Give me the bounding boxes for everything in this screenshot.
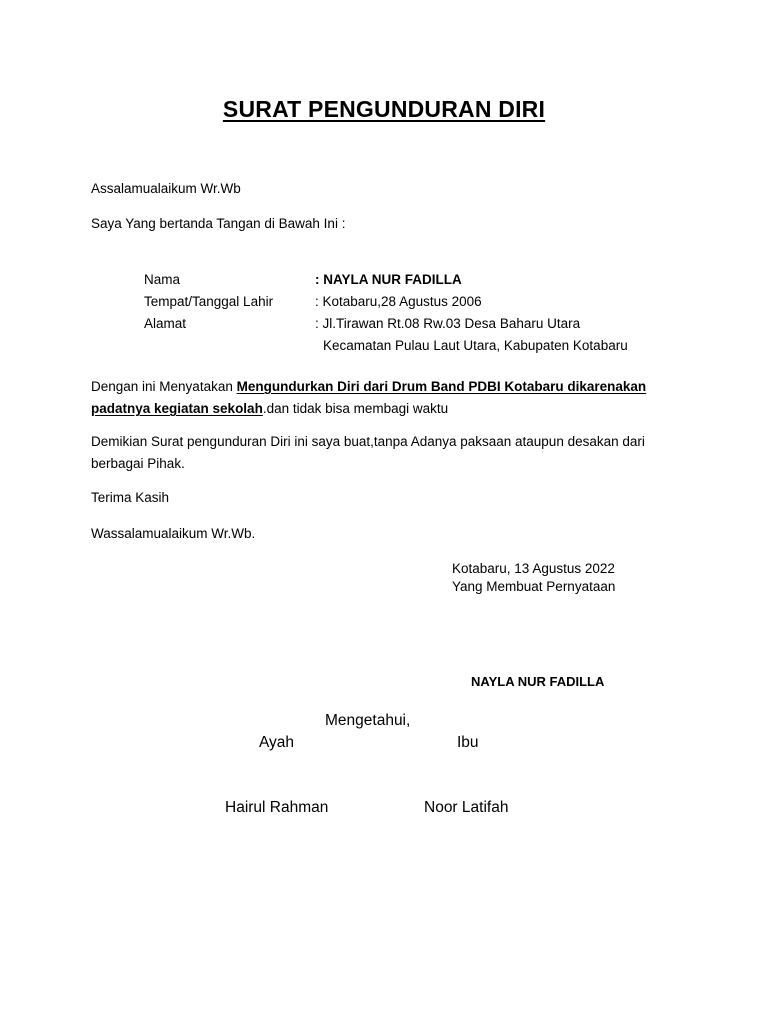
name-label: Nama — [144, 272, 181, 287]
birth-label: Tempat/Tanggal Lahir — [144, 294, 274, 309]
farewell-line: Wassalamualaikum Wr.Wb. — [91, 526, 256, 541]
closing-statement: Demikian Surat pengunduran Diri ini saya buat,tanpa Adanya paksaan ataupun desakan dari berbagai Pihak. — [91, 434, 645, 471]
address-value-line-2: Kecamatan Pulau Laut Utara, Kabupaten Kotabaru — [323, 338, 628, 353]
address-value-line-1: : Jl.Tirawan Rt.08 Rw.03 Desa Baharu Utara — [315, 316, 581, 331]
name-value: : NAYLA NUR FADILLA — [315, 272, 462, 287]
statement-emphasis-2: padatnya kegiatan sekolah — [91, 401, 263, 416]
mother-name: Noor Latifah — [424, 799, 509, 816]
father-label: Ayah — [259, 734, 295, 751]
statement-paragraph — [91, 376, 671, 420]
acknowledgement-heading: Mengetahui, — [325, 712, 411, 729]
signature-place-date: Kotabaru, 13 Agustus 2022 — [452, 561, 615, 576]
intro-line: Saya Yang bertanda Tangan di Bawah Ini : — [91, 216, 346, 231]
mother-label: Ibu — [457, 734, 479, 751]
birth-value: : Kotabaru,28 Agustus 2006 — [315, 294, 482, 309]
greeting: Assalamualaikum Wr.Wb — [91, 181, 241, 196]
letter-title: SURAT PENGUNDURAN DIRI — [222, 96, 546, 122]
thanks-line: Terima Kasih — [91, 490, 170, 505]
address-label: Alamat — [144, 316, 187, 331]
signature-name: NAYLA NUR FADILLA — [471, 674, 605, 689]
statement-prefix: Dengan ini Menyatakan — [91, 379, 237, 394]
father-name: Hairul Rahman — [225, 799, 329, 816]
statement-emphasis-1: Mengundurkan Diri dari Drum Band PDBI Kotabaru dikarenakan — [236, 379, 647, 394]
statement-suffix: .dan tidak bisa membagi waktu — [262, 401, 449, 416]
signature-role: Yang Membuat Pernyataan — [452, 579, 616, 594]
